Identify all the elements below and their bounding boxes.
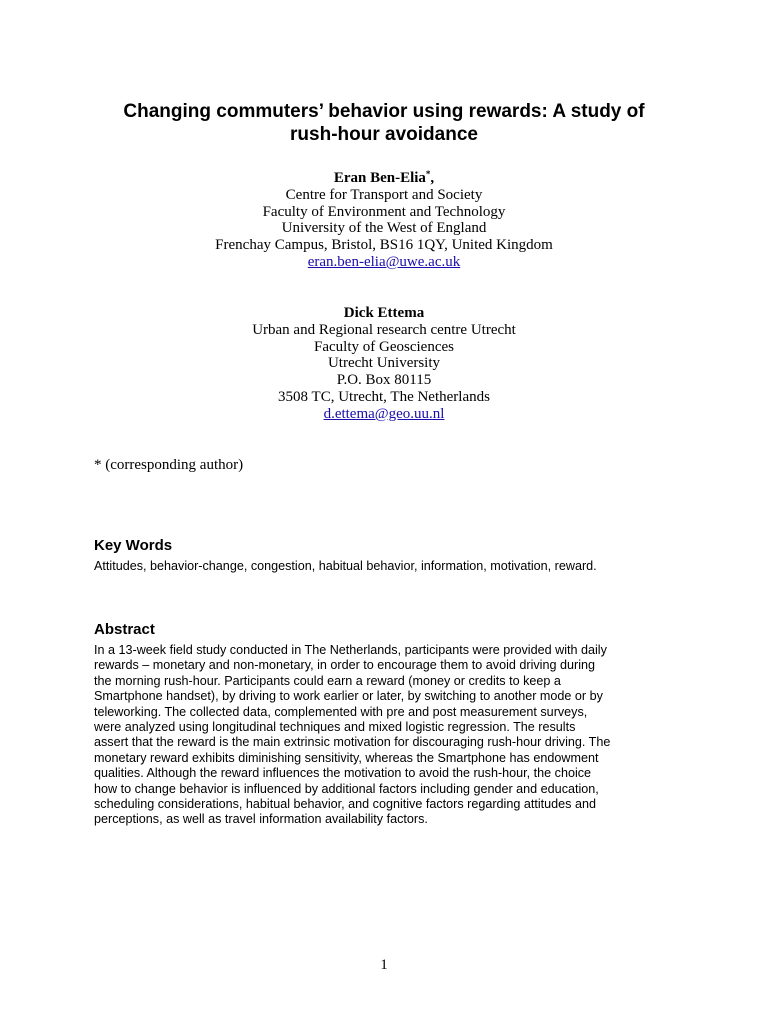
title-line-2: rush-hour avoidance: [290, 124, 478, 145]
abstract-text: [94, 643, 684, 828]
abstract-line: the morning rush-hour. Participants could earn a reward (money or credits to keep a: [94, 673, 561, 688]
affiliation-line: Faculty of Environment and Technology: [262, 203, 506, 220]
author-name-2: Dick Ettema: [343, 305, 425, 321]
abstract-line: scheduling considerations, habitual behavior, and cognitive factors regarding attitudes and: [94, 797, 596, 812]
abstract-line: were analyzed using longitudinal techniques and mixed logistic regression. The results: [94, 720, 576, 735]
author-name-1: Eran Ben-Elia*,: [333, 169, 435, 186]
page-number: 1: [380, 957, 388, 973]
affiliation-line: Frenchay Campus, Bristol, BS16 1QY, United Kingdom: [215, 237, 553, 254]
abstract-line: Smartphone handset), by driving to work earlier or later, by switching to another mode or by: [94, 689, 603, 704]
affiliation-line: Faculty of Geosciences: [314, 338, 454, 355]
abstract-line: In a 13-week field study conducted in The Netherlands, participants were provided with daily: [94, 643, 607, 657]
affiliation-line: Urban and Regional research centre Utrecht: [252, 321, 516, 338]
abstract-line: monetary reward exhibits diminishing sensitivity, whereas the Smartphone has endowment: [94, 750, 599, 765]
keywords-text: Attitudes, behavior-change, congestion, habitual behavior, information, motivation, reward.: [94, 559, 597, 573]
author-block-2: [84, 305, 684, 423]
author-block-1: [84, 170, 684, 271]
affiliation-line: Utrecht University: [327, 355, 441, 372]
affiliation-line: University of the West of England: [281, 220, 487, 237]
title-line-1: Changing commuters’ behavior using rewards: A study of: [123, 101, 645, 122]
abstract-line: qualities. Although the reward influences the motivation to avoid the rush-hour, the choice: [94, 766, 592, 781]
abstract-line: rewards – monetary and non-monetary, in order to encourage them to avoid driving during: [94, 658, 595, 673]
corresponding-marker: *: [425, 169, 431, 179]
abstract-line: teleworking. The collected data, complemented with pre and post measurement surveys,: [94, 704, 588, 719]
affiliation-line: 3508 TC, Utrecht, The Netherlands: [278, 388, 490, 405]
abstract-line: how to change behavior is influenced by additional factors including gender and education,: [94, 781, 599, 796]
paper-title: [84, 100, 684, 146]
affiliation-line: Centre for Transport and Society: [285, 186, 483, 203]
corresponding-author-note: * (corresponding author): [94, 457, 244, 473]
abstract-line: assert that the reward is the main extrinsic motivation for discouraging rush-hour driving. The: [94, 735, 611, 750]
author2-email-link[interactable]: d.ettema@geo.uu.nl: [323, 405, 445, 422]
affiliation-line: P.O. Box 80115: [336, 372, 432, 389]
abstract-heading: Abstract: [94, 621, 155, 638]
abstract-line: perceptions, as well as travel information availability factors.: [94, 812, 428, 827]
author1-email-link[interactable]: eran.ben-elia@uwe.ac.uk: [307, 253, 461, 270]
keywords-heading: Key Words: [94, 537, 173, 554]
